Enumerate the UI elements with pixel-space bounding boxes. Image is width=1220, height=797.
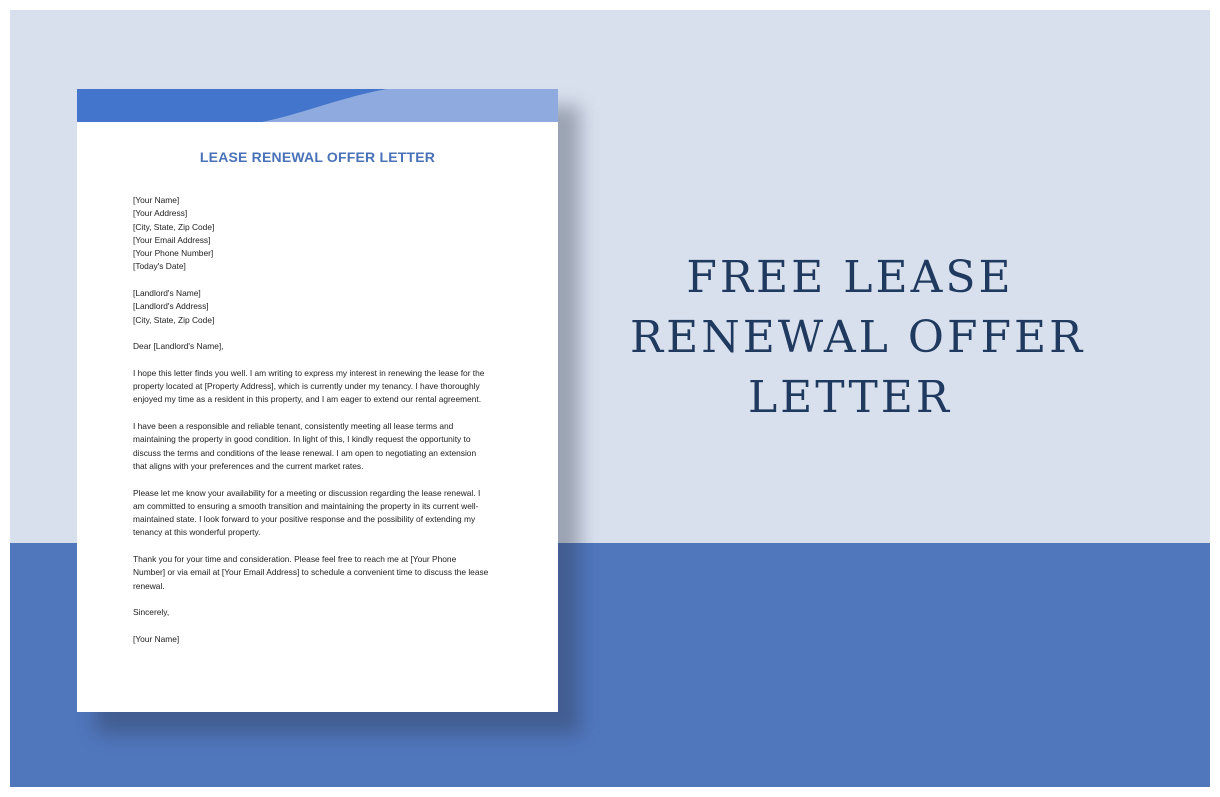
paragraph-line: Please let me know your availability for a meeting or discussion regarding the lease renewal. I bbox=[133, 487, 481, 498]
letter-body bbox=[133, 194, 513, 646]
closing-block bbox=[133, 606, 513, 619]
salutation-block bbox=[133, 340, 513, 353]
sender-block bbox=[133, 194, 513, 274]
sender-address: [Your Address] bbox=[133, 208, 188, 219]
recipient-address: [Landlord's Address] bbox=[133, 301, 209, 312]
recipient-city: [City, State, Zip Code] bbox=[133, 314, 215, 325]
paragraph-line: Thank you for your time and consideration. Please feel free to reach me at [Your Phone bbox=[133, 554, 457, 565]
paragraph-1 bbox=[133, 367, 513, 407]
paragraph-line: I have been a responsible and reliable tenant, consistently meeting all lease terms and bbox=[133, 421, 454, 432]
letter-header-banner bbox=[77, 89, 558, 122]
paragraph-line: maintaining the property in good condition. In light of this, I kindly request the opportunity to bbox=[133, 434, 471, 445]
sender-city: [City, State, Zip Code] bbox=[133, 221, 215, 232]
recipient-block bbox=[133, 287, 513, 327]
paragraph-line: enjoyed my time as a resident in this property, and I am eager to extend our rental agreement. bbox=[133, 394, 482, 405]
paragraph-line: that aligns with your preferences and the current market rates. bbox=[133, 460, 364, 471]
headline-line-1: FREE LEASE bbox=[686, 252, 1014, 303]
headline-line-3: LETTER bbox=[747, 372, 953, 423]
paragraph-3 bbox=[133, 487, 513, 540]
sender-phone: [Your Phone Number] bbox=[133, 248, 214, 259]
letter-title: LEASE RENEWAL OFFER LETTER bbox=[199, 149, 436, 165]
sender-name: [Your Name] bbox=[133, 195, 180, 205]
signature-block bbox=[133, 633, 513, 646]
sender-date: [Today's Date] bbox=[133, 261, 186, 272]
promo-headline bbox=[630, 248, 1086, 428]
paragraph-line: maintained state. I look forward to your positive response and the possibility of extending my bbox=[133, 514, 476, 525]
paragraph-line: tenancy at this wonderful property. bbox=[133, 527, 261, 538]
closing: Sincerely, bbox=[133, 607, 170, 618]
signature: [Your Name] bbox=[133, 633, 180, 644]
sender-email: [Your Email Address] bbox=[133, 234, 211, 245]
recipient-name: [Landlord's Name] bbox=[133, 288, 201, 299]
canvas bbox=[10, 10, 1210, 787]
paragraph-2 bbox=[133, 420, 513, 473]
headline-line-2: RENEWAL OFFER bbox=[630, 312, 1086, 363]
paragraph-line: property located at [Property Address], which is currently under my tenancy. I have thoroughly bbox=[133, 381, 480, 392]
paragraph-4 bbox=[133, 553, 513, 593]
paragraph-line: am committed to ensuring a smooth transition and maintaining the property in its current well- bbox=[133, 500, 479, 511]
paragraph-line: I hope this letter finds you well. I am writing to express my interest in renewing the lease for the bbox=[133, 367, 485, 378]
letter-page bbox=[77, 89, 558, 712]
paragraph-line: renewal. bbox=[133, 580, 165, 591]
paragraph-line: discuss the terms and conditions of the lease renewal. I am open to negotiating an extension bbox=[133, 447, 477, 458]
paragraph-line: Number] or via email at [Your Email Address] to schedule a convenient time to discuss the lease bbox=[133, 567, 489, 578]
salutation: Dear [Landlord's Name], bbox=[133, 341, 224, 352]
